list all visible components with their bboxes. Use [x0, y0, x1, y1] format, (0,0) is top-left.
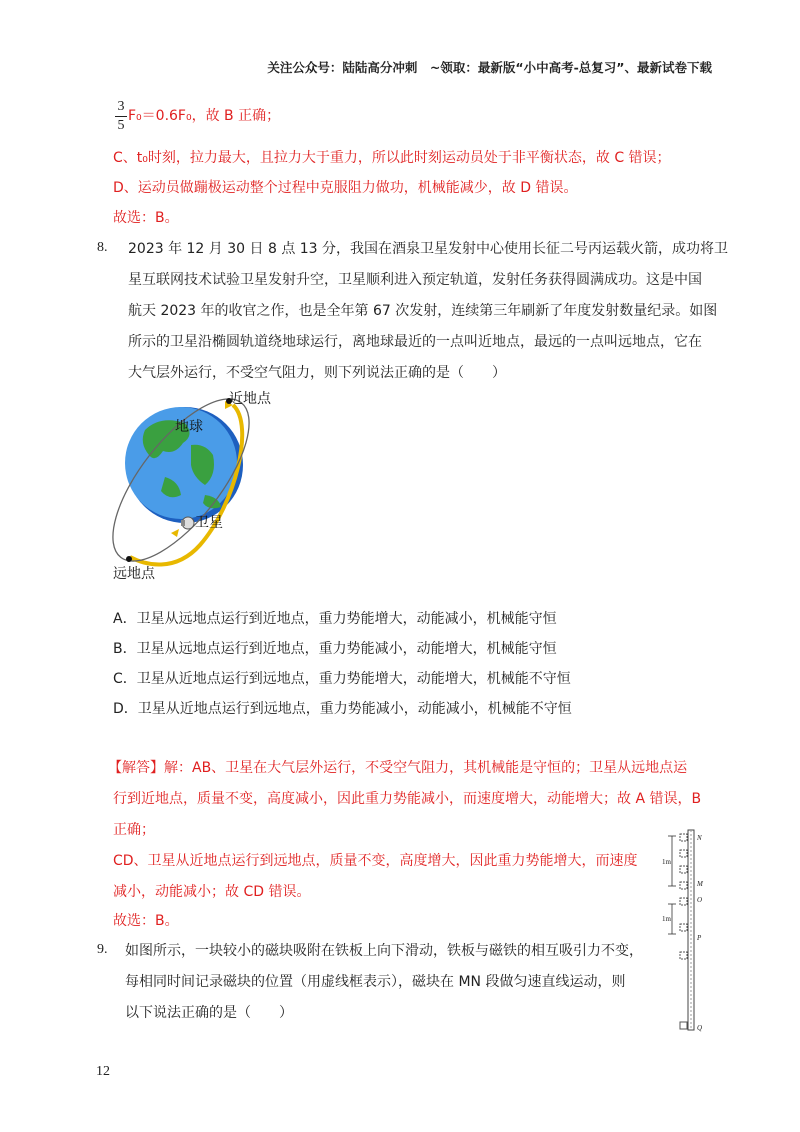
- option-c: C．卫星从近地点运行到远地点，重力势能增大，动能增大，机械能不守恒: [113, 671, 571, 687]
- solution-line-2: 行到近地点，质量不变，高度减小，因此重力势能减小，而速度增大，动能增大；故 A 错误，B: [113, 791, 702, 807]
- solution-line-3: 正确；: [113, 822, 155, 838]
- perigee-label: 近地点: [229, 391, 271, 407]
- point-q-label: Q: [697, 1024, 703, 1032]
- solution-line-4: CD、卫星从近地点运行到远地点，质量不变，高度增大，因此重力势能增大，而速度: [113, 853, 638, 869]
- point-p-label: P: [697, 934, 702, 942]
- question-8-line-5: 大气层外运行，不受空气阻力，则下列说法正确的是（ ）: [128, 365, 506, 381]
- iron-plate-figure: [660, 828, 710, 1040]
- question-9-line-1: 如图所示，一块较小的磁块吸附在铁板上向下滑动，铁板与磁铁的相互吸引力不变，: [125, 943, 643, 959]
- distance-label-2: 1m: [662, 915, 671, 923]
- prev-solution-b: F₀＝0.6F₀，故 B 正确；: [128, 108, 281, 124]
- question-8-line-1: 2023 年 12 月 30 日 8 点 13 分，我国在酒泉卫星发射中心使用长征二号丙运载火箭，成功将卫: [128, 241, 729, 257]
- apogee-label: 远地点: [113, 566, 155, 582]
- question-9-line-2: 每相同时间记录磁块的位置（用虚线框表示），磁块在 MN 段做匀速直线运动，则: [125, 974, 626, 990]
- page-header: 关注公众号：陆陆高分冲刺 ~领取：最新版“小中高考-总复习”、最新试卷下载: [267, 60, 712, 75]
- question-9-line-3: 以下说法正确的是（ ）: [125, 1005, 293, 1021]
- question-8-answer: 故选：B。: [113, 913, 179, 929]
- distance-label-1: 1m: [662, 858, 671, 866]
- magnet-position-box: [680, 834, 687, 841]
- option-a: A．卫星从远地点运行到近地点，重力势能增大，动能减小，机械能守恒: [113, 611, 557, 627]
- earth-label: 地球: [175, 419, 203, 435]
- prev-answer: 故选：B。: [113, 210, 179, 226]
- question-9-number: 9.: [97, 942, 108, 957]
- fraction-numerator: 3: [117, 99, 125, 114]
- page-number: 12: [96, 1064, 110, 1079]
- point-n-label: N: [697, 834, 702, 842]
- question-8-number: 8.: [97, 240, 108, 255]
- point-m-label: M: [697, 880, 703, 888]
- apogee-point: [126, 556, 132, 562]
- solution-line-5: 减小，动能减小；故 CD 错误。: [113, 884, 311, 900]
- magnet-block: [680, 1022, 687, 1029]
- question-8-line-4: 所示的卫星沿椭圆轨道绕地球运行，离地球最近的一点叫近地点，最远的一点叫远地点，它在: [128, 334, 702, 350]
- question-8-line-3: 航天 2023 年的收官之作，也是全年第 67 次发射，连续第三年刷新了年度发射数量纪录。如图: [128, 303, 718, 319]
- prev-solution-c: C、t₀时刻，拉力最大，且拉力大于重力，所以此时刻运动员处于非平衡状态，故 C 错误；: [113, 150, 671, 166]
- satellite-orbit-figure: [105, 385, 285, 590]
- option-b: B．卫星从远地点运行到近地点，重力势能减小，动能增大，机械能守恒: [113, 641, 557, 657]
- satellite-label: 卫星: [195, 515, 223, 531]
- prev-solution-d: D、运动员做蹦极运动整个过程中克服阻力做功，机械能减少，故 D 错误。: [113, 180, 578, 196]
- option-d: D．卫星从近地点运行到远地点，重力势能减小，动能减小，机械能不守恒: [113, 701, 572, 717]
- fraction-three-fifths: [115, 99, 127, 134]
- fraction-denominator: 5: [117, 118, 125, 133]
- point-o-label: O: [697, 896, 703, 904]
- question-8-line-2: 星互联网技术试验卫星发射升空，卫星顺利进入预定轨道，发射任务获得圆满成功。这是中国: [128, 272, 702, 288]
- solution-line-1: 【解答】解：AB、卫星在大气层外运行，不受空气阻力，其机械能是守恒的；卫星从远地点运: [108, 760, 688, 776]
